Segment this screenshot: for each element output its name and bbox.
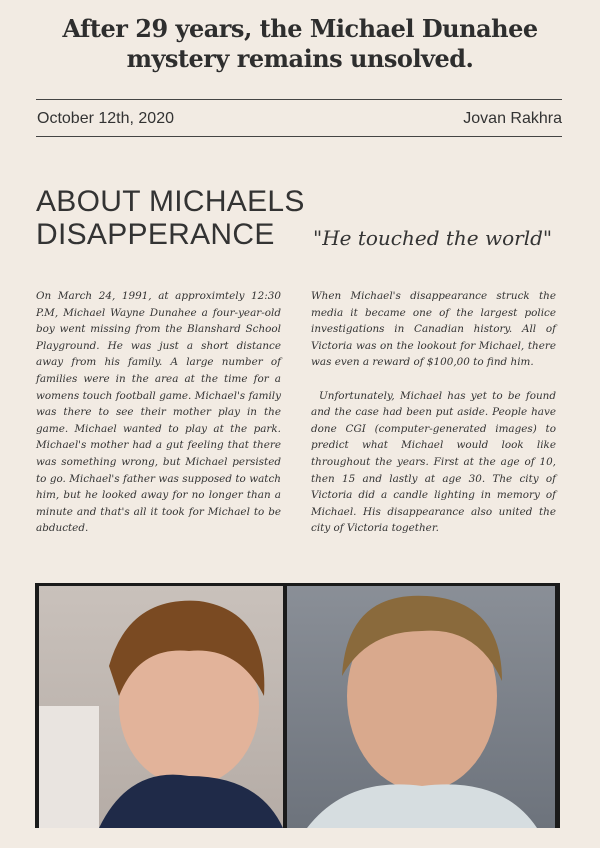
divider-top [36,99,562,100]
paragraph: When Michael's disappearance struck the media it became one of the largest police investigations in Canadian history. All of Victoria was on the lookout for Michael, there was even a reward of $100,00 to find him. [311,290,556,369]
paragraph: On March 24, 1991, at approximtely 12:30 P.M, Michael Wayne Dunahee a four-year-old boy went missing from the Blanshard School Playground. He was just a short distance away from his family. A large number of families were in the area at the time for a womens touch football game. Michael's family was there to see their mother play in the game. Michael wanted to play at the park. Michael's mother had a gut feeling that there was something wrong, but Michael persisted to go. Michael's father was supposed to watch him, but he looked away for no longer than a minute and that's all it took for Michael to be abducted. [36,290,281,535]
divider-bottom [36,136,562,137]
photo-strip [35,583,560,828]
age-progressed-photo [287,586,555,828]
pull-quote: "He touched the world" [313,226,553,250]
section-title [36,185,305,251]
child-photo [39,586,283,828]
article-column-right [311,288,556,537]
article-column-left [36,288,281,537]
publish-date: October 12th, 2020 [37,110,174,127]
section-title-line2: DISAPPERANCE [36,218,275,251]
author-name: Jovan Rakhra [463,110,562,127]
paragraph: Unfortunately, Michael has yet to be found and the case had been put aside. People have done CGI (computer-generated images) to predict what Michael would look like throughout the years. First at the age of 10, then 15 and lastly at age 30. The city of Victoria did a candle lighting in memory of Michael. His disappearance also united the city of Victoria together. [311,389,556,535]
section-title-line1: ABOUT MICHAELS [36,185,305,218]
headline: After 29 years, the Michael Dunahee mystery remains unsolved. [62,14,538,73]
